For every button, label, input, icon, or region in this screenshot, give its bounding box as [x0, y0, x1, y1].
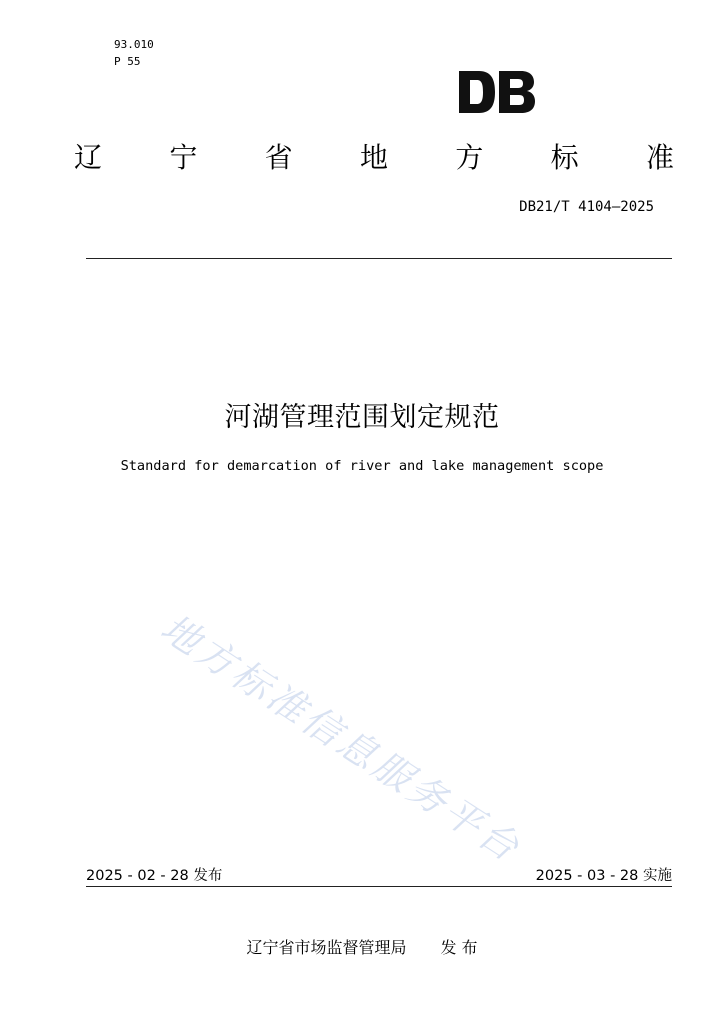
- top-divider: [86, 258, 672, 259]
- title-english: Standard for demarcation of river and lake management scope: [120, 458, 604, 474]
- bottom-divider: [86, 886, 672, 887]
- ics-code: 93.010: [114, 38, 154, 51]
- issue-word: 发 布: [440, 938, 478, 957]
- db-logo: [457, 70, 537, 114]
- publish-date: 2025 - 02 - 28 发布: [86, 868, 223, 884]
- province-standard-heading: [74, 138, 674, 178]
- ccs-code: P 55: [114, 55, 141, 68]
- heading-char: 宁: [169, 141, 198, 174]
- title-chinese: 河湖管理范围划定规范: [224, 402, 500, 433]
- heading-char: 省: [264, 141, 293, 174]
- standard-number: DB21/T 4104—2025: [519, 199, 654, 215]
- classification-codes: [114, 36, 154, 70]
- implement-date: 2025 - 03 - 28 实施: [535, 868, 672, 884]
- heading-char: 地: [359, 141, 388, 174]
- issuer-line: [0, 935, 724, 958]
- heading-char: 方: [455, 141, 484, 174]
- watermark: 地方标准信息服务平台: [153, 605, 530, 872]
- heading-char: 标: [550, 141, 579, 174]
- issuer-name: 辽宁省市场监督管理局: [246, 938, 407, 957]
- heading-char: 准: [645, 141, 674, 174]
- heading-char: 辽: [74, 141, 103, 174]
